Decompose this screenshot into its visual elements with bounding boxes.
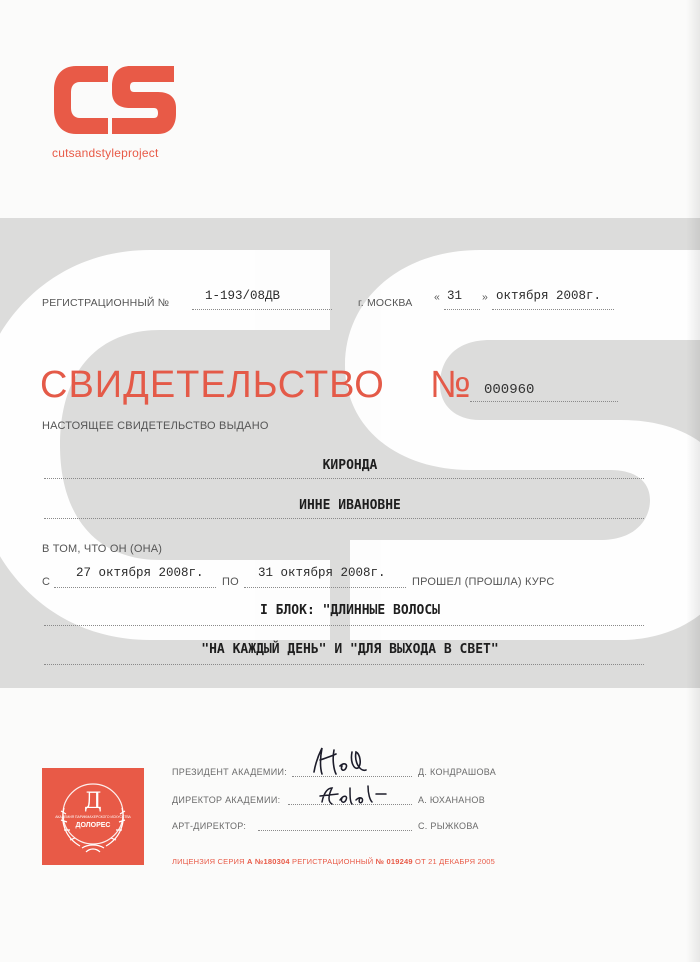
signature-line-art-director [258, 830, 412, 831]
signature-role-president: ПРЕЗИДЕНТ АКАДЕМИИ: [172, 767, 288, 777]
seal-text-top: АКАДЕМИЯ ПАРИКМАХЕРСКОГО ИСКУССТВА [55, 815, 131, 819]
recipient-name: ИННЕ ИВАНОВНЕ [299, 498, 401, 513]
seal-text-main: ДОЛОРЕС [75, 822, 111, 829]
course-intro: В ТОМ, ЧТО ОН (ОНА) [42, 543, 163, 555]
logo-text: cutsandstyleproject [52, 146, 159, 160]
signature-role-director: ДИРЕКТОР АКАДЕМИИ: [172, 795, 281, 805]
recipient-surname-line [44, 478, 644, 479]
date-day-line [444, 309, 480, 310]
certificate-title: СВИДЕТЕЛЬСТВО [40, 364, 385, 406]
issued-label: НАСТОЯЩЕЕ СВИДЕТЕЛЬСТВО ВЫДАНО [42, 420, 269, 432]
city-label: г. МОСКВА [358, 297, 413, 309]
cs-logo-icon [50, 62, 180, 146]
signature-name-art-director: С. РЫЖКОВА [418, 821, 479, 831]
registration-label: РЕГИСТРАЦИОННЫЙ № [42, 297, 170, 309]
course-line-2-underline [44, 664, 644, 665]
page-edge-shadow [686, 0, 700, 962]
registration-number-line [192, 309, 332, 310]
completed-label: ПРОШЕЛ (ПРОШЛА) КУРС [412, 576, 555, 588]
to-date-line [244, 587, 406, 588]
registration-day: 31 [447, 289, 463, 303]
to-label: ПО [222, 576, 239, 588]
date-quote-open: « [434, 291, 441, 303]
license-text: ЛИЦЕНЗИЯ СЕРИЯ А №180304 РЕГИСТРАЦИОННЫЙ № 019249 ОТ 21 ДЕКАБРЯ 2005 [172, 857, 495, 866]
recipient-surname: КИРОНДА [322, 458, 378, 473]
from-label: С [42, 576, 51, 588]
from-date: 27 октября 2008г. [76, 566, 204, 580]
recipient-name-line [44, 518, 644, 519]
seal-letter: Д [84, 789, 102, 814]
course-line-1: I БЛОК: "ДЛИННЫЕ ВОЛОСЫ [259, 603, 440, 618]
academy-seal-box [42, 768, 144, 865]
certificate-number-sign: № [430, 364, 471, 406]
signature-name-president: Д. КОНДРАШОВА [418, 767, 497, 777]
certificate-number: 000960 [484, 382, 535, 398]
course-line-2: "НА КАЖДЫЙ ДЕНЬ" И "ДЛЯ ВЫХОДА В СВЕТ" [201, 642, 499, 657]
academy-seal-icon [42, 768, 144, 865]
course-line-1-underline [44, 625, 644, 626]
signature-role-art-director: АРТ-ДИРЕКТОР: [172, 821, 247, 831]
handwritten-signature-president [306, 742, 386, 782]
certificate-number-line [470, 401, 618, 402]
registration-number: 1-193/08ДВ [205, 289, 281, 303]
handwritten-signature-director [316, 780, 406, 810]
signature-name-director: А. ЮХАНАНОВ [418, 795, 486, 805]
from-date-line [54, 587, 216, 588]
registration-month-year: октября 2008г. [496, 289, 602, 303]
date-quote-close: » [482, 291, 489, 303]
to-date: 31 октября 2008г. [258, 566, 386, 580]
date-month-line [492, 309, 614, 310]
